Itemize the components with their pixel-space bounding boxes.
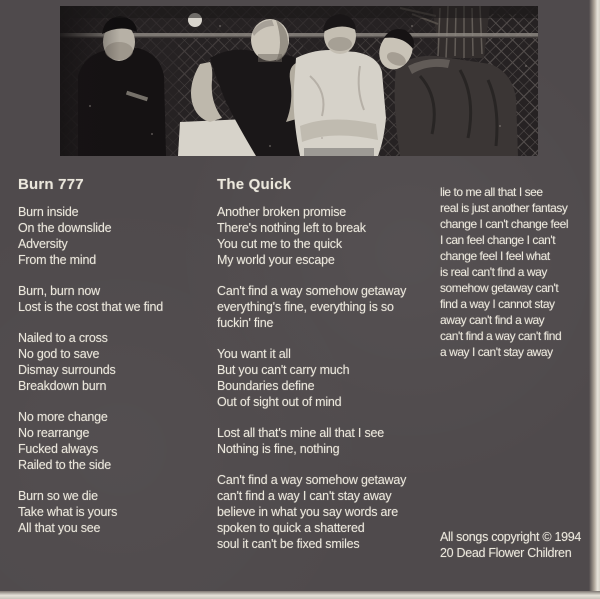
verse xyxy=(217,204,433,268)
lyric-line: Railed to the side xyxy=(18,458,111,472)
lyric-line: away can't find a way xyxy=(440,313,545,327)
lyric-line: Burn, burn now xyxy=(18,284,100,298)
lyric-line: No rearrange xyxy=(18,426,90,440)
lyric-line: can't find a way can't find xyxy=(440,329,562,343)
lyric-line: Nailed to a cross xyxy=(18,331,108,345)
lyric-line: No more change xyxy=(18,410,108,424)
song-the-quick xyxy=(217,176,433,567)
song-lyrics-the-quick xyxy=(217,204,433,552)
lyric-line: Fucked always xyxy=(18,442,99,456)
lyric-line: can't find a way I can't stay away xyxy=(217,489,392,503)
lyric-line: Dismay surrounds xyxy=(18,363,116,377)
lyric-line: From the mind xyxy=(18,253,96,267)
lyric-line: everything's fine, everything is so xyxy=(217,300,394,314)
lyric-line: Lost all that's mine all that I see xyxy=(217,426,385,440)
lyric-line: lie to me all that I see xyxy=(440,185,543,199)
lyric-line: Out of sight out of mind xyxy=(217,395,342,409)
lyric-line: find a way I cannot stay xyxy=(440,297,555,311)
lyric-line: There's nothing left to break xyxy=(217,221,366,235)
copyright-notice xyxy=(440,529,592,561)
lyric-line: Lost is the cost that we find xyxy=(18,300,163,314)
lyric-line: My world your escape xyxy=(217,253,335,267)
lyric-line: Can't find a way somehow getaway xyxy=(217,284,407,298)
lyric-line: I can feel change I can't xyxy=(440,233,556,247)
lyric-line: Can't find a way somehow getaway xyxy=(217,473,407,487)
verse xyxy=(18,283,210,315)
lyric-line: But you can't carry much xyxy=(217,363,350,377)
verse xyxy=(18,409,210,473)
verse xyxy=(18,204,210,268)
lyric-line: believe in what you say words are xyxy=(217,505,398,519)
song-burn-777 xyxy=(18,176,210,551)
lyric-line: Adversity xyxy=(18,237,68,251)
verse xyxy=(217,346,433,410)
lyrics-continued-column xyxy=(440,184,590,360)
scan-edge-bottom xyxy=(0,591,600,599)
lyric-line: change feel I feel what xyxy=(440,249,550,263)
lyric-line: soul it can't be fixed smiles xyxy=(217,537,360,551)
lyric-line: change I can't change feel xyxy=(440,217,569,231)
song-title-burn-777: Burn 777 xyxy=(18,176,84,193)
lyric-line: spoken to quick a shattered xyxy=(217,521,365,535)
song-title-the-quick: The Quick xyxy=(217,176,292,193)
lyric-line: You cut me to the quick xyxy=(217,237,342,251)
lyric-line: is real can't find a way xyxy=(440,265,547,279)
lyric-line: somehow getaway can't xyxy=(440,281,559,295)
song-lyrics-burn-777 xyxy=(18,204,210,536)
lyric-line: real is just another fantasy xyxy=(440,201,568,215)
lyric-line: Breakdown burn xyxy=(18,379,107,393)
lyric-line: Burn so we die xyxy=(18,489,98,503)
lyric-line: Nothing is fine, nothing xyxy=(217,442,340,456)
lyric-line: All that you see xyxy=(18,521,101,535)
lyric-line: Burn inside xyxy=(18,205,79,219)
lyric-line: On the downslide xyxy=(18,221,112,235)
lyric-line: Another broken promise xyxy=(217,205,347,219)
copyright-line-2: 20 Dead Flower Children xyxy=(440,546,572,560)
lyric-line: You want it all xyxy=(217,347,291,361)
verse xyxy=(18,330,210,394)
copyright-line-1: All songs copyright © 1994 xyxy=(440,530,582,544)
lyric-line: fuckin' fine xyxy=(217,316,274,330)
band-photo-illustration xyxy=(60,6,538,156)
verse xyxy=(217,425,433,457)
lyric-line: No god to save xyxy=(18,347,100,361)
verse xyxy=(217,472,433,552)
lyric-line: a way I can't stay away xyxy=(440,345,553,359)
verse xyxy=(18,488,210,536)
lyric-line: Take what is yours xyxy=(18,505,118,519)
verse xyxy=(217,283,433,331)
lyric-line: Boundaries define xyxy=(217,379,315,393)
scan-edge-right xyxy=(589,0,600,599)
band-photo xyxy=(60,6,538,156)
